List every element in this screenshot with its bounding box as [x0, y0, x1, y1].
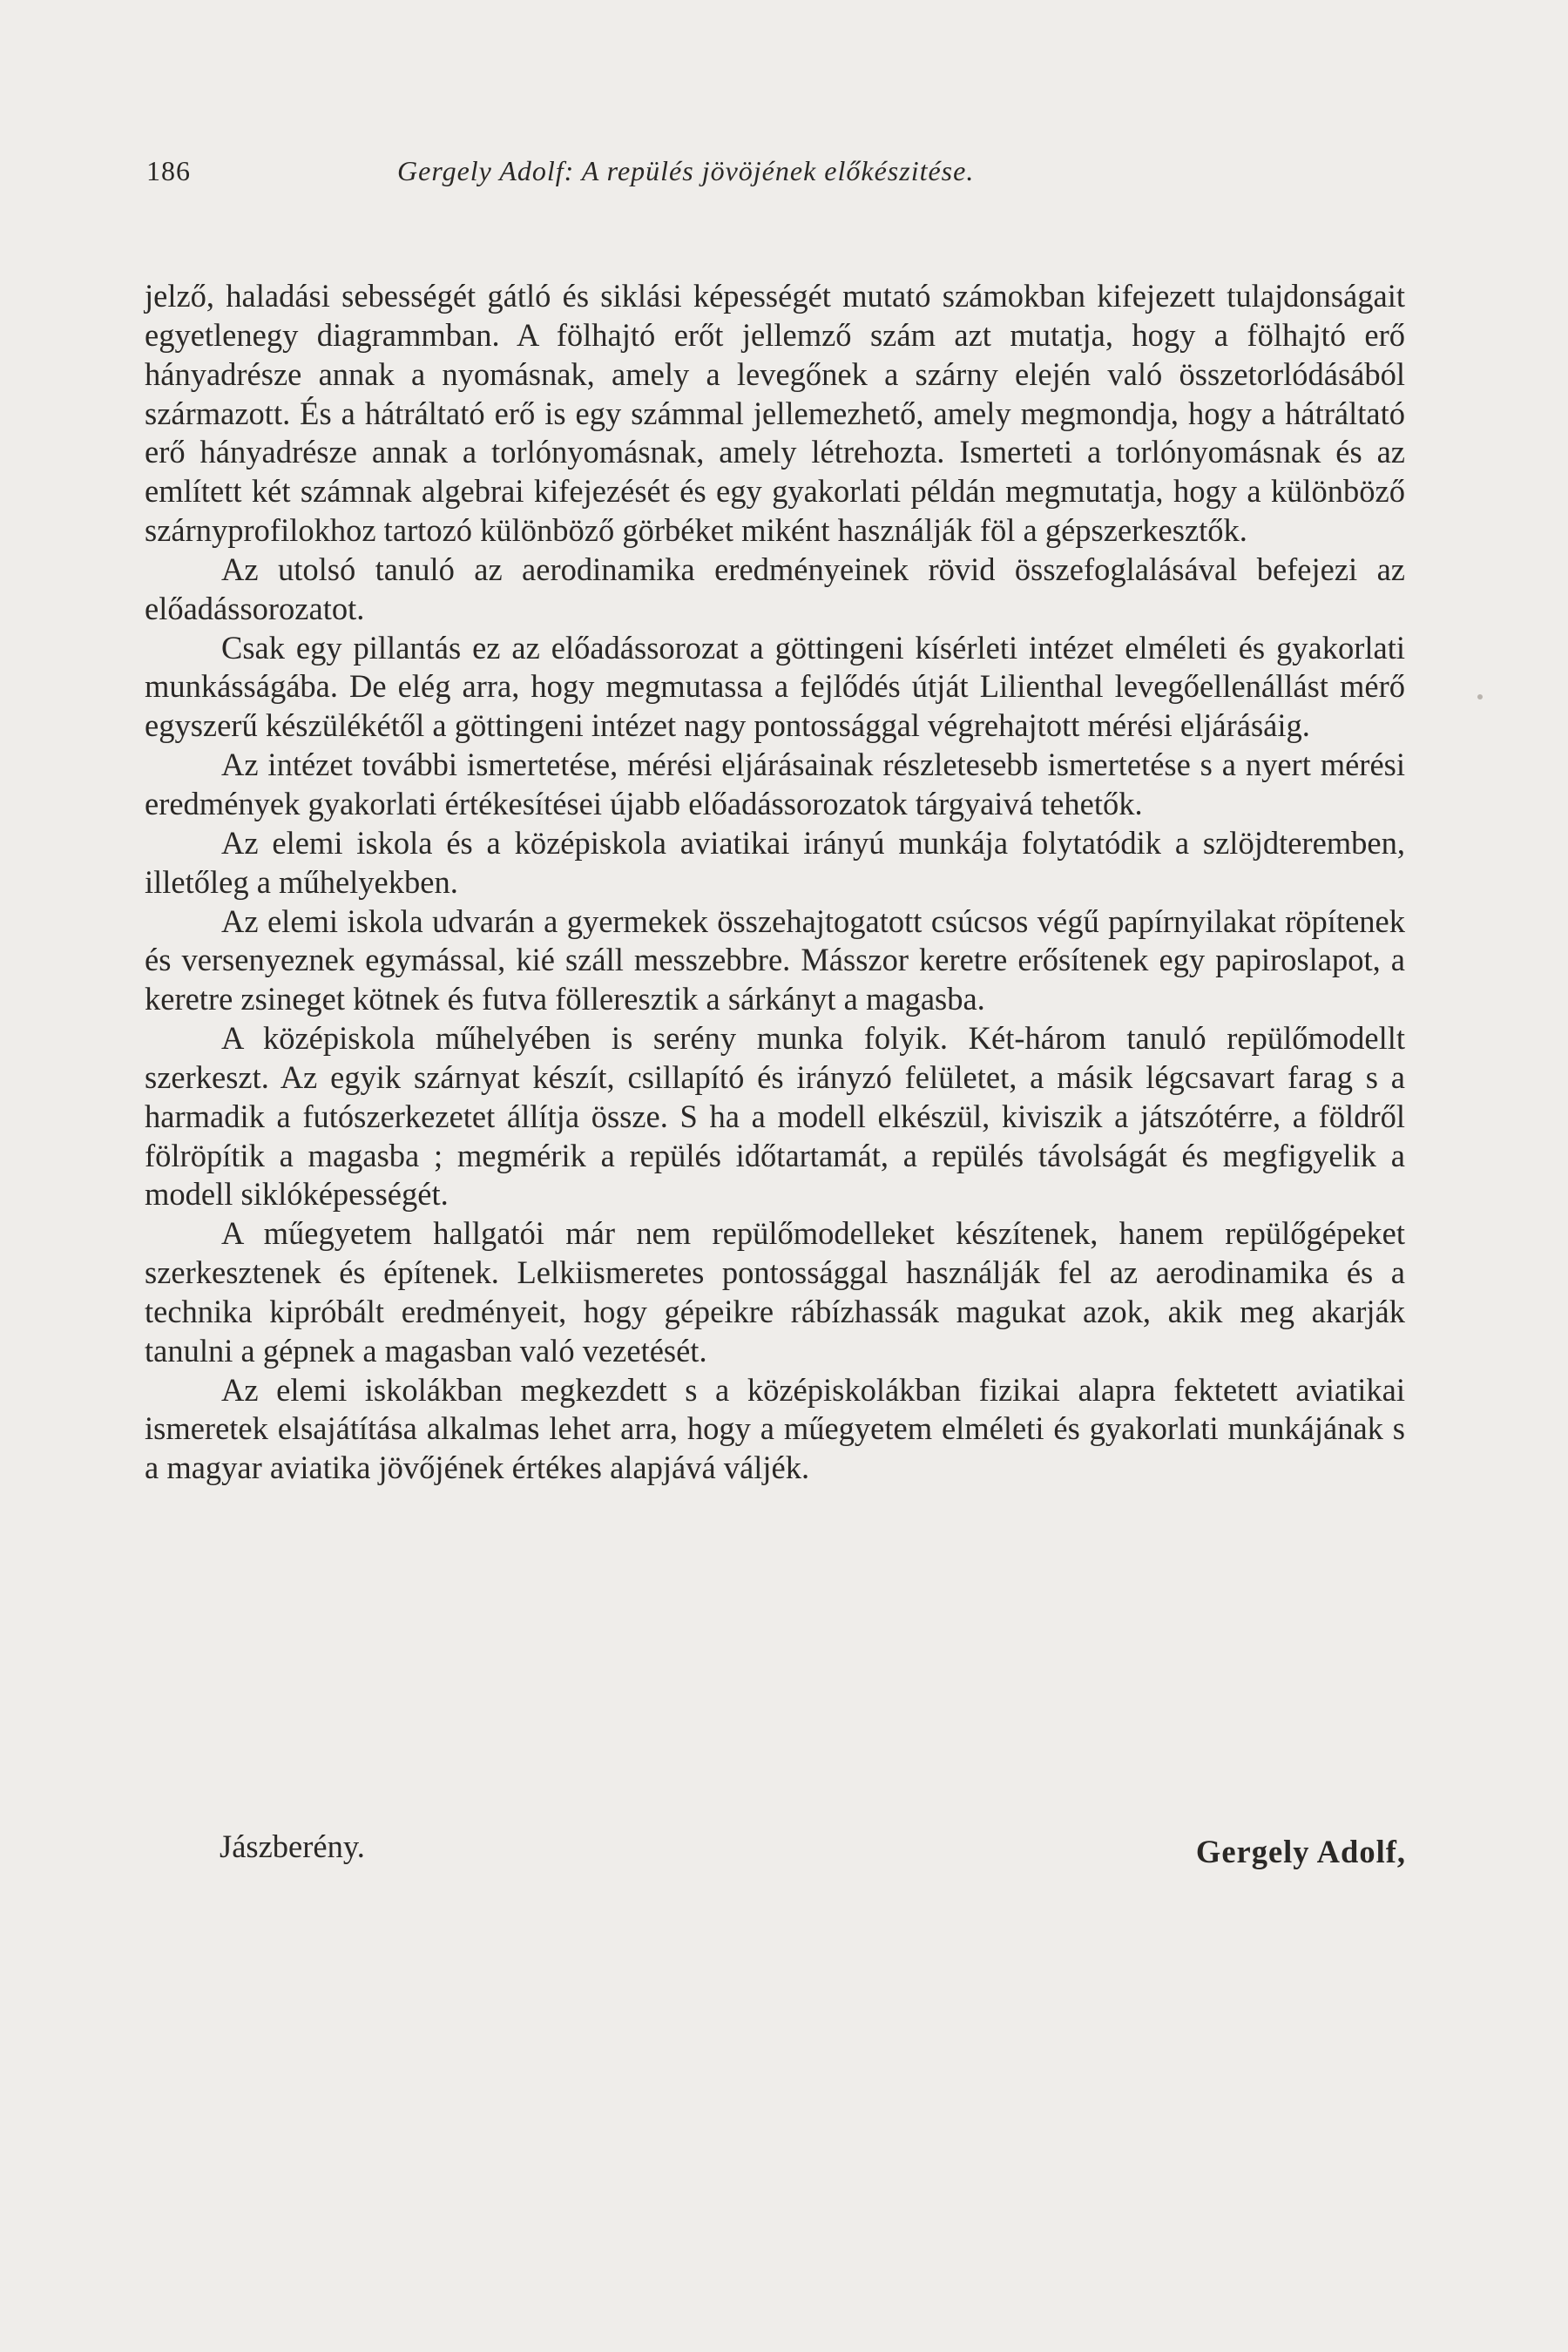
article-body: [145, 277, 1405, 1488]
place-of-writing: Jászberény.: [220, 1828, 365, 1864]
closing-line: [220, 1828, 1406, 1880]
running-title: Gergely Adolf: A repülés jövöjének előkészitése.: [397, 155, 975, 186]
paragraph: Csak egy pillantás ez az előadássorozat a göttingeni kísérleti intézet elméleti és gyakorlati munkásságába. De elég arra, hogy megmutassa a fejlődés útját Lilienthal levegőellenállást mérő egyszerű készülékétől a göttingeni intézet nagy pontossággal végrehajtott mérési eljárásáig.: [145, 629, 1405, 744]
author-signature: Gergely Adolf,: [1195, 1834, 1406, 1869]
page-number: 186: [146, 155, 191, 186]
paragraph: A középiskola műhelyében is serény munka folyik. Két-három tanuló repülőmodellt szerkeszt. Az egyik szárnyat készít, csillapító és irányzó felületet, a másik légcsavart farag s a harmadik a futószerkezetet állítja össze. S ha a modell elkészül, kiviszik a játszótérre, a földről fölröpítik a magasba ; megmérik a repülés időtartamát, a repülés távolságát és megfigyelik a modell siklóképességét.: [145, 1020, 1405, 1213]
paragraph: Az utolsó tanuló az aerodinamika eredményeinek rövid összefoglalásával befejezi az előadássorozatot.: [145, 551, 1405, 626]
paragraph: A műegyetem hallgatói már nem repülőmodelleket készítenek, hanem repülőgépeket szerkesztenek és építenek. Lelkiismeretes pontossággal használják fel az aerodinamika és a technika kipróbált eredményeit, hogy gépeikre rábízhassák magukat azok, akik meg akarják tanulni a gépnek a magasban való vezetését.: [145, 1215, 1405, 1369]
paragraph: Az elemi iskola és a középiskola aviatikai irányú munkája folytatódik a szlöjdteremben, illetőleg a műhelyekben.: [145, 824, 1405, 900]
paragraph: Az intézet további ismertetése, mérési eljárásainak részletesebb ismertetése s a nyert mérési eredmények gyakorlati értékesítései újabb előadássorozatok tárgyaivá tehetők.: [145, 747, 1405, 821]
paragraph: Az elemi iskola udvarán a gyermekek összehajtogatott csúcsos végű papírnyilakat röpítenek és versenyeznek egymással, kié száll messzebbre. Másszor keretre erősítenek egy papiroslapot, a keretre zsineget kötnek és futva fölleresztik a sárkányt a magasba.: [145, 902, 1405, 1017]
paragraph-continuation: jelző, haladási sebességét gátló és siklási képességét mutató számokban kifejezett tulajdonságait egyetlenegy diagrammban. A fölhajtó erőt jellemző szám azt mutatja, hogy a fölhajtó erő hányadrésze annak a nyomásnak, amely a levegőnek a szárny elején való összetorlódásából származott. És a hátráltató erő is egy számmal jellemezhető, amely megmondja, hogy a hátráltató erő hányadrésze annak a torlónyomásnak, amely létrehozta. Ismerteti a torlónyomásnak és az említett két számnak algebrai kifejezését és egy gyakorlati példán megmutatja, hogy a különböző szárnyprofilokhoz tartozó különböző görbéket miként használják föl a gépszerkesztők.: [145, 278, 1405, 549]
margin-speck: [1477, 694, 1483, 700]
running-header: [146, 155, 1418, 199]
paragraph: Az elemi iskolákban megkezdett s a középiskolákban fizikai alapra fektetett aviatikai ismeretek elsajátítása alkalmas lehet arra, hogy a műegyetem elméleti és gyakorlati munkájának s a magyar aviatika jövőjének értékes alapjává váljék.: [145, 1371, 1405, 1486]
